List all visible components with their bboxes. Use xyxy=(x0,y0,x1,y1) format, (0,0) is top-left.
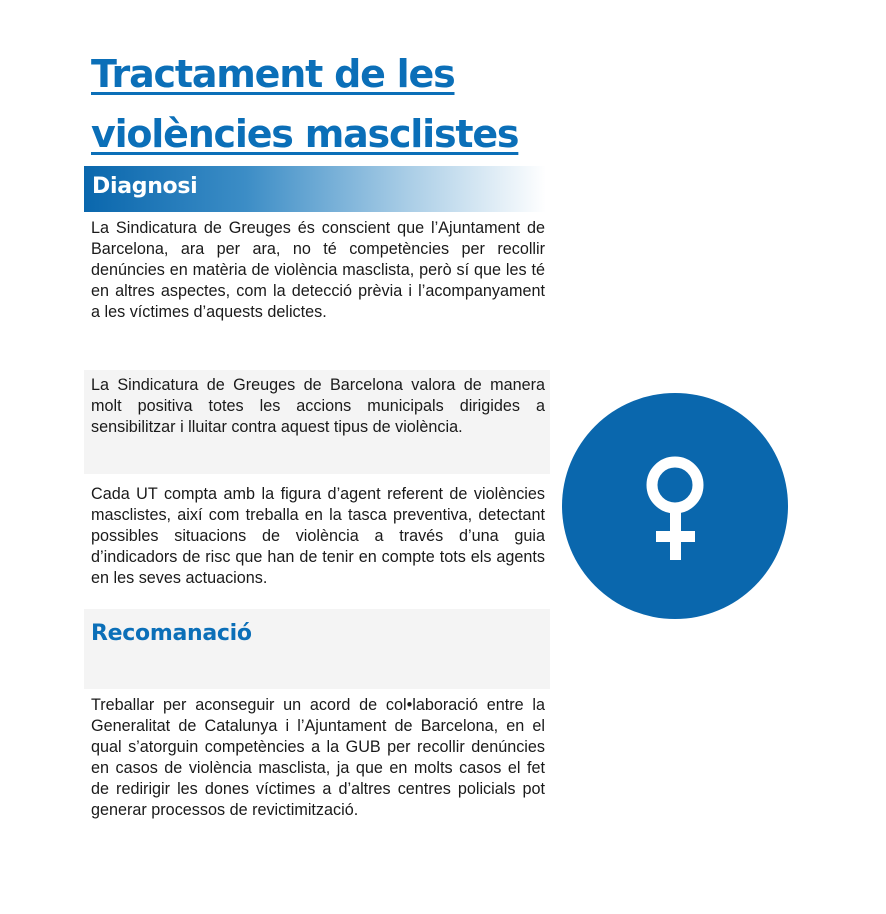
diagnosi-paragraph-1: La Sindicatura de Greuges és conscient que l’Ajuntament de Barcelona, ara per ara, no té competències per recollir denúncies en matèria de violència masclista, però sí que les té en altres aspectes, com la detecció prèvia i l’acompanyament a les víctimes d’aquests delictes. xyxy=(91,219,545,321)
page-title: Tractament de les violències masclistes xyxy=(91,52,519,156)
recomanacio-section-header xyxy=(84,609,550,689)
diagnosi-paragraph-3: Cada UT compta amb la figura d’agent referent de violències masclistes, així com treballa en la tasca preventiva, detectant possibles situacions de violència a través d’una guia d’indicadors de risc que han de tenir en compte tots els agents en les seves actuacions. xyxy=(91,485,545,587)
female-symbol-badge xyxy=(562,393,788,619)
recomanacio-heading: Recomanació xyxy=(91,621,252,646)
diagnosi-section-header xyxy=(84,166,546,212)
female-symbol-icon xyxy=(562,393,788,619)
diagnosi-paragraph-2: La Sindicatura de Greuges de Barcelona valora de manera molt positiva totes les accions municipals dirigides a sensibilitzar i lluitar contra aquest tipus de violència. xyxy=(91,376,545,436)
recomanacio-paragraph: Treballar per aconseguir un acord de col•laboració entre la Generalitat de Catalunya i l’Ajuntament de Barcelona, en el qual s’atorguin competències a la GUB per recollir denúncies en casos de violència masclista, ja que en molts casos el fet de redirigir les dones víctimes a d’altres centres policials pot generar processos de revictimització. xyxy=(91,696,545,819)
diagnosi-heading: Diagnosi xyxy=(92,174,198,199)
